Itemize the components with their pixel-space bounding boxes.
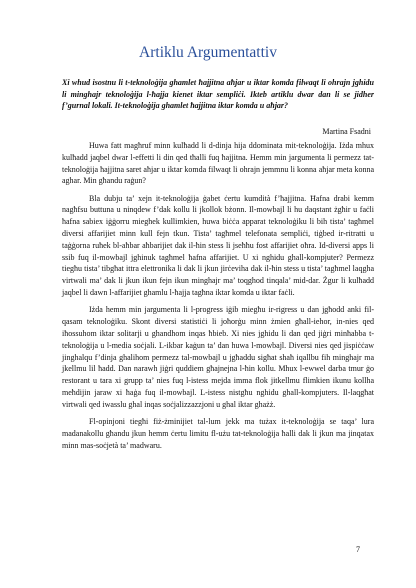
page-title: Artiklu Argumentattiv <box>139 44 277 61</box>
article-body <box>62 140 374 457</box>
author-name: Martina Fsadni <box>322 127 371 136</box>
paragraph: Iżda hemm min jargumenta li l-progress iġib miegħu ir-rigress u dan jgħodd anki fil-qasam teknoloġiku. Skont diversi statistiċi li joħorġu minn żmien għall-iehor, in-nies qed iħossuhom iktar solitarji u ghandhom inqas ħbieb. Xi nies jghidu li dan qed jiġri minħabba t-teknoloġija u l-media soċjali. L-ikbar kaġun ta’ dan huwa l-mowbajl. Diversi nies qed jispiċċaw jinghalqu f’dinja ghalihom permezz tal-mowbajl u jgħaddu sigħat shaħ iqallbu fih minghajr ma jkellmu lil ħadd. Dan narawh jiġri quddiem għajnejna l-ħin kollu. Mhux l-ewwel darba tmur ġo restorant u tara xi grupp ta’ nies fuq l-istess mejda imma flok jitkellmu flimkien ikunu kollha meħdijin jaraw xi ħaġa fuq il-mowbajl. L-istess nistgħu nghidu ghall-kompjuters. Il-laqgħat virtwali qed iwasslu ghal inqas soċjalizzazzjoni u ghal iktar ghażż. <box>62 305 374 409</box>
paragraph: Fl-opinjoni tiegħi fiż-żminijiet tal-lum jekk ma tużax it-teknoloġija se taqa’ lura madanakollu għandu jkun hemm ċertu limitu fl-użu tat-teknoloġija ħalli dak li jkun ma jinqatax minn mas-soċjetà ta’ madwaru. <box>62 417 374 450</box>
task-prompt: Xi whud isostnu li t-teknoloġija ghamlet ħajjitna aħjar u iktar komda filwaqt li ohrajn jghidu li minghajr teknoloġija l-ħajja kienet iktar sempliċi. Ikteb artiklu dwar dan li se jidher f’gurnal lokali. It-teknoloġija ghamlet ħajjitna iktar komda u aħjar? <box>62 78 374 111</box>
paragraph: Bla dubju ta’ xejn it-teknoloġija ġabet ċertu kumdità f’ħajjitna. Ħafna drabi kemm nagħfsu buttuna u ninqdew f’dak kollu li jkollok bżonn. Il-mowbajl li hu daqstant żgħir u faċli ħafna sabiex iġġorru mieghek kullimkien, huwa biċċa apparat teknoloġiku li bih tista’ tagħmel diversi affarijiet minn kull fejn tkun. Tista’ tagħmel telefonata sempliċi, tiġbed ir-ritratti u taġġorna ruħek bl-aħbar aħbarijiet dak il-ħin stess li jseħħu fost affarijiet oħra. Id-diversi apps li ssib fuq il-mowbajl jghinuk tagħmel ħafna affarijiet. U xi nghidu ghall-kompjuter? Permezz tiegħu tista’ tibgħat ittra elettronika li dak li jkun jirċeviha dak il-ħin stess u tista’ tagħmel laqgha virtwali ma’ dak li jkun ikun fejn ikun minghajr ma’ toqghod tinqala’ mid-dar. Żgur li kulħadd jaqbel li dawn l-affarijiet ghamlu l-ħajja tagħna iktar komda u iktar faċli. <box>62 193 374 298</box>
paragraph: Huwa fatt magħruf minn kulħadd li d-dinja hija ddominata mit-teknoloġija. Iżda mhux kulħadd jaqbel dwar l-effetti li din qed tħalli fuq ħajjitna. Hemm min jargumenta li permezz tat-teknoloġija ħajjitna saret aħjar u iktar komda filwaqt li ohrajn jemmnu li konna aħjar meta konna aghar. Min għandu raġun? <box>62 141 374 186</box>
page-number: 7 <box>356 545 360 554</box>
